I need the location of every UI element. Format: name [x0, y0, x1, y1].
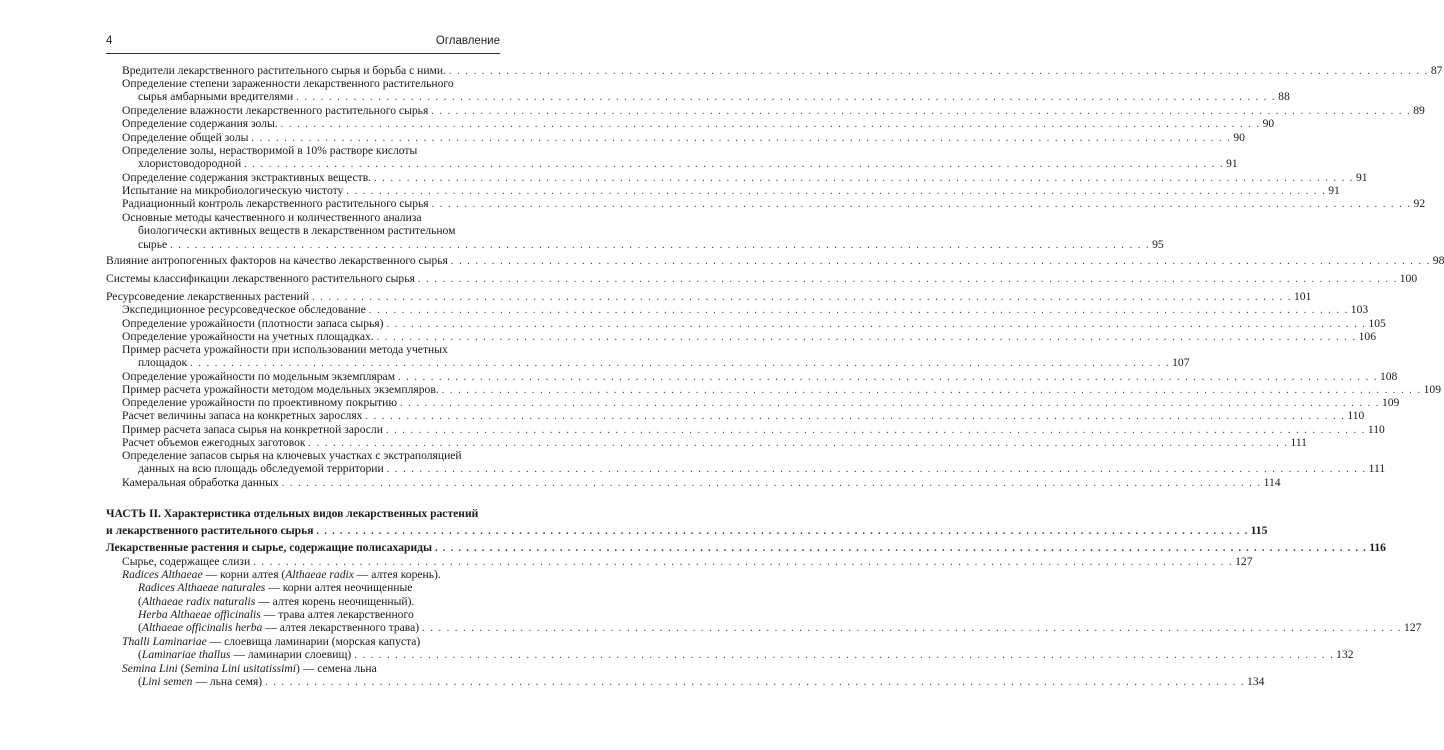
toc-entry[interactable]	[122, 396, 1400, 409]
toc-page-number: 100	[1399, 272, 1418, 285]
toc-entry[interactable]	[106, 290, 1312, 303]
dot-leader: . . . . . . . . . . . . . . . . . . . . . . . . . . . . . . . . . . . . . . . . . . . . . . . . . . . . . . . . . . . . . . . . . . . . . . . . . . . . . . . . . . . . . . . . . . . . . . . . . . . . . . . . . . . . . . . . . . . . . . . .	[244, 159, 1225, 171]
dot-leader: . . . . . . . . . . . . . . . . . . . . . . . . . . . . . . . . . . . . . . . . . . . . . . . . . . . . . . . . . . . . . . . . . . . . . . . . . . . . . . . . . . . . . . . . . . . . . . . . . . . . . . . . . . . . . . . . . . . . . . . .	[374, 173, 1354, 184]
dot-leader: . . . . . . . . . . . . . . . . . . . . . . . . . . . . . . . . . . . . . . . . . . . . . . . . . . . . . . . . . . . . . . . . . . . . . . . . . . . . . . . . . . . . . . . . . . . . . . . . . . . . . . . . . . . . . . . . . . . . . . . .	[354, 650, 1335, 662]
toc-entry[interactable]	[122, 197, 1426, 210]
dot-leader: . . . . . . . . . . . . . . . . . . . . . . . . . . . . . . . . . . . . . . . . . . . . . . . . . . . . . . . . . . . . . . . . . . . . . . . . . . . . . . . . . . . . . . . . . . . . . . . . . . . . . . . . . . . . . . . . . . . . . . . .	[386, 319, 1367, 330]
toc-page-number: 92	[1413, 197, 1426, 210]
toc-page-number: 115	[1250, 524, 1268, 537]
toc-entry[interactable]	[106, 272, 1418, 285]
toc-page-number: 98	[1432, 254, 1444, 267]
running-title: Оглавление	[435, 35, 500, 47]
toc-entry-title: площадок	[138, 356, 188, 370]
toc-page-number: 116	[1369, 541, 1386, 554]
toc-entry[interactable]	[122, 409, 1365, 422]
dot-leader: . . . . . . . . . . . . . . . . . . . . . . . . . . . . . . . . . . . . . . . . . . . . . . . . . . . . . . . . . . . . . . . . . . . . . . . . . . . . . . . . . . . . . . . . . . . . . . . . . . . . . . . . . . . . . . . . . . . . . . . .	[296, 92, 1277, 104]
toc-entry-title: Определение содержания золы.	[122, 117, 278, 130]
toc-entry-title: Лекарственные растения и сырье, содержащие полисахариды	[106, 541, 433, 554]
toc-page-number: 107	[1172, 356, 1190, 370]
toc-page-number: 89	[1413, 104, 1425, 117]
toc-entry[interactable]	[122, 449, 1386, 476]
toc-page-number: 109	[1423, 383, 1441, 396]
page-number: 4	[106, 35, 113, 47]
toc-entry-title: Radices Althaeae — корни алтея (Althaeae radix — алтея корень).	[122, 568, 441, 581]
toc-page-number: 105	[1368, 317, 1386, 330]
toc-entry-title: Определение золы, нерастворимой в 10% растворе кислоты	[122, 144, 418, 157]
dot-leader: . . . . . . . . . . . . . . . . . . . . . . . . . . . . . . . . . . . . . . . . . . . . . . . . . . . . . . . . . . . . . . . . . . . . . . . . . . . . . . . . . . . . . . . . . . . . . . . . . . . . . . . . . . . . . . . . . . . . . . . .	[448, 66, 1429, 77]
toc-page-number: 87	[1430, 64, 1443, 77]
toc-entry[interactable]	[122, 476, 1281, 489]
dot-leader: . . . . . . . . . . . . . . . . . . . . . . . . . . . . . . . . . . . . . . . . . . . . . . . . . . . . . . . . . . . . . . . . . . . . . . . . . . . . . . . . . . . . . . . . . . . . . . . . . . . . . . . . . . . . . . . . . . . . . . . .	[316, 526, 1249, 537]
toc-entry-title: и лекарственного растительного сырья	[106, 524, 314, 537]
toc-page-number: 103	[1350, 303, 1369, 316]
toc-entry[interactable]	[122, 184, 1340, 197]
dot-leader: . . . . . . . . . . . . . . . . . . . . . . . . . . . . . . . . . . . . . . . . . . . . . . . . . . . . . . . . . . . . . . . . . . . . . . . . . . . . . . . . . . . . . . . . . . . . . . . . . . . . . . . . . . . . . . . . . . . . . . . .	[450, 256, 1431, 267]
toc-entry-title: Определение содержания экстрактивных веществ.	[122, 171, 372, 184]
toc-entry-title: (Althaeae radix naturalis — алтея корень неочищенный).	[138, 594, 415, 608]
toc-page-number: 134	[1247, 675, 1265, 689]
toc-entry[interactable]	[106, 541, 1386, 554]
toc-entry-title: Определение урожайности по проективному покрытию	[122, 396, 398, 409]
toc-page-number: 90	[1262, 117, 1275, 130]
toc-page-number: 110	[1367, 423, 1385, 436]
toc-page-number: 108	[1379, 370, 1398, 383]
toc-page-number: 91	[1328, 184, 1340, 197]
toc-entry-title: Расчет объемов ежегодных заготовок	[122, 436, 306, 449]
dot-leader: . . . . . . . . . . . . . . . . . . . . . . . . . . . . . . . . . . . . . . . . . . . . . . . . . . . . . . . . . . . . . . . . . . . . . . . . . . . . . . . . . . . . . . . . . . . . . . . . . . . . . . . . . . . . . . . . . . . . . . . .	[376, 332, 1357, 343]
dot-leader: . . . . . . . . . . . . . . . . . . . . . . . . . . . . . . . . . . . . . . . . . . . . . . . . . . . . . . . . . . . . . . . . . . . . . . . . . . . . . . . . . . . . . . . . . . . . . . . . . . . . . . . . . . . . . . . . . . . . . . . .	[422, 623, 1403, 635]
toc-page-number: 91	[1355, 171, 1368, 184]
toc-entry-title: Herba Althaeae officinalis — трава алтея лекарственного	[138, 607, 414, 621]
toc-entry[interactable]	[122, 370, 1398, 383]
toc-entry[interactable]	[122, 171, 1368, 184]
toc-entry[interactable]	[122, 117, 1275, 130]
toc-entry-title: Испытание на микробиологическую чистоту	[122, 184, 344, 197]
toc-entry-title: Определение степени зараженности лекарственного растительного	[122, 77, 454, 90]
dot-leader: . . . . . . . . . . . . . . . . . . . . . . . . . . . . . . . . . . . . . . . . . . . . . . . . . . . . . . . . . . . . . . . . . . . . . . . . . . . . . . . . . . . . . . . . . . . . . . . . . . . . . . . . . . . . . . . . . . . . . . . .	[280, 119, 1261, 130]
toc-entry-title: Radices Althaeae naturales — корни алтея неочищенные	[138, 581, 413, 595]
dot-leader: . . . . . . . . . . . . . . . . . . . . . . . . . . . . . . . . . . . . . . . . . . . . . . . . . . . . . . . . . . . . . . . . . . . . . . . . . . . . . . . . . . . . . . . . . . . . . . . . . . . . . . . . . . . . . . . . . . . . . . . .	[398, 372, 1378, 383]
toc-page-number: 111	[1290, 436, 1307, 449]
toc-entry-title: Определение запасов сырья на ключевых участках с экстраполяцией	[122, 449, 462, 462]
toc-page-number: 88	[1278, 90, 1290, 104]
toc-entry-title: Thalli Laminariae — слоевища ламинарии (морская капуста)	[122, 635, 421, 648]
toc-entry[interactable]	[122, 64, 1443, 77]
dot-leader: . . . . . . . . . . . . . . . . . . . . . . . . . . . . . . . . . . . . . . . . . . . . . . . . . . . . . . . . . . . . . . . . . . . . . . . . . . . . . . . . . . . . . . . . . . . . . . . . . . . . . . . . . . . . . . . . . . . . . . . .	[441, 385, 1422, 396]
toc-entry-title: Влияние антропогенных факторов на качество лекарственного сырья	[106, 254, 448, 267]
toc-entry-title: Пример расчета урожайности методом модельных экземпляров.	[122, 383, 439, 396]
dot-leader: . . . . . . . . . . . . . . . . . . . . . . . . . . . . . . . . . . . . . . . . . . . . . . . . . . . . . . . . . . . . . . . . . . . . . . . . . . . . . . . . . . . . . . . . . . . . . . . . . . . . . . . . . . . . . . . . . . . . . . . .	[365, 411, 1346, 422]
toc-entry[interactable]	[122, 211, 1164, 251]
toc-entry[interactable]	[122, 330, 1376, 343]
dot-leader: . . . . . . . . . . . . . . . . . . . . . . . . . . . . . . . . . . . . . . . . . . . . . . . . . . . . . . . . . . . . . . . . . . . . . . . . . . . . . . . . . . . . . . . . . . . . . . . . . . . . . . . . . . . . . . . . . . . . . . . .	[431, 106, 1412, 117]
toc-entry-title: (Lini semen — льна семя)	[138, 675, 263, 689]
toc-entry-title: Semina Lini (Semina Lini usitatissimi) — семена льна	[122, 662, 377, 675]
toc-entry-title: Радиационный контроль лекарственного растительного сырья	[122, 197, 429, 210]
toc-entry-title: данных на всю площадь обследуемой территории	[138, 462, 384, 476]
toc-entry-title: Экспедиционное ресурсоведческое обследование	[122, 303, 366, 316]
toc-entry[interactable]	[122, 383, 1441, 396]
toc-entry-title: сырье	[138, 237, 168, 251]
toc-page-number: 109	[1381, 396, 1400, 409]
toc-entry[interactable]	[106, 254, 1444, 267]
toc-entry-title: Определение влажности лекарственного растительного сырья	[122, 104, 429, 117]
toc-page-number: 91	[1226, 157, 1238, 171]
toc-entry-title: Определение урожайности (плотности запаса сырья)	[122, 317, 384, 330]
toc-entry[interactable]	[122, 635, 1354, 662]
dot-leader: . . . . . . . . . . . . . . . . . . . . . . . . . . . . . . . . . . . . . . . . . . . . . . . . . . . . . . . . . . . . . . . . . . . . . . . . . . . . . . . . . . . . . . . . . . . . . . . . . . . . . . . . . . . . . . . . . . . . . . . .	[253, 557, 1234, 568]
toc-entry-title: Расчет величины запаса на конкретных зарослях	[122, 409, 363, 422]
toc-entry-title: (Laminariae thallus — ламинарии слоевищ)	[138, 648, 352, 662]
toc-page-number: 127	[1235, 555, 1253, 568]
dot-leader: . . . . . . . . . . . . . . . . . . . . . . . . . . . . . . . . . . . . . . . . . . . . . . . . . . . . . . . . . . . . . . . . . . . . . . . . . . . . . . . . . . . . . . . . . . . . . . . . . . . . . . . . . . . . . . . . . . . . . . . .	[435, 543, 1368, 554]
dot-leader: . . . . . . . . . . . . . . . . . . . . . . . . . . . . . . . . . . . . . . . . . . . . . . . . . . . . . . . . . . . . . . . . . . . . . . . . . . . . . . . . . . . . . . . . . . . . . . . . . . . . . . . . . . . . . . . . . . . . . . . .	[308, 438, 1289, 449]
dot-leader: . . . . . . . . . . . . . . . . . . . . . . . . . . . . . . . . . . . . . . . . . . . . . . . . . . . . . . . . . . . . . . . . . . . . . . . . . . . . . . . . . . . . . . . . . . . . . . . . . . . . . . . . . . . . . . . . . . . . . . . .	[281, 478, 1262, 489]
toc-page-number: 127	[1404, 621, 1422, 635]
toc-page-number: 106	[1358, 330, 1376, 343]
toc-entry-title: Системы классификации лекарственного растительного сырья	[106, 272, 415, 285]
toc-page-number: 95	[1152, 237, 1164, 251]
toc-entry[interactable]	[122, 555, 1253, 568]
dot-leader: . . . . . . . . . . . . . . . . . . . . . . . . . . . . . . . . . . . . . . . . . . . . . . . . . . . . . . . . . . . . . . . . . . . . . . . . . . . . . . . . . . . . . . . . . . . . . . . . . . . . . . . . . . . . . . . . . . . . . . . .	[400, 398, 1380, 409]
toc-page-number: 132	[1336, 648, 1354, 662]
toc-entry[interactable]	[122, 343, 1190, 370]
toc-entry[interactable]	[122, 436, 1307, 449]
toc-entry[interactable]	[122, 77, 1290, 104]
toc-entry[interactable]	[122, 104, 1425, 117]
toc-page-number: 90	[1233, 131, 1245, 144]
toc-entry[interactable]	[122, 568, 1422, 635]
toc-entry[interactable]	[122, 303, 1369, 316]
toc-entry-title: Ресурсоведение лекарственных растений	[106, 290, 310, 303]
toc-entry-title: Определение урожайности по модельным экземплярам	[122, 370, 396, 383]
toc-entry[interactable]	[106, 505, 1268, 539]
toc-entry-title: (Althaeae officinalis herba — алтея лекарственного трава)	[138, 621, 420, 635]
dot-leader: . . . . . . . . . . . . . . . . . . . . . . . . . . . . . . . . . . . . . . . . . . . . . . . . . . . . . . . . . . . . . . . . . . . . . . . . . . . . . . . . . . . . . . . . . . . . . . . . . . . . . . . . . . . . . . . . . . . . . . . .	[346, 186, 1327, 197]
toc-entry-title: Камеральная обработка данных	[122, 476, 279, 489]
toc-entry[interactable]	[122, 317, 1386, 330]
toc-entry[interactable]	[122, 144, 1238, 171]
toc-entry-title: Вредители лекарственного растительного сырья и борьба с ними.	[122, 64, 446, 77]
dot-leader: . . . . . . . . . . . . . . . . . . . . . . . . . . . . . . . . . . . . . . . . . . . . . . . . . . . . . . . . . . . . . . . . . . . . . . . . . . . . . . . . . . . . . . . . . . . . . . . . . . . . . . . . . . . . . . . . . . . . . . . .	[312, 292, 1292, 303]
toc-entry-title: ЧАСТЬ II. Характеристика отдельных видов лекарственных растений	[106, 507, 479, 520]
dot-leader: . . . . . . . . . . . . . . . . . . . . . . . . . . . . . . . . . . . . . . . . . . . . . . . . . . . . . . . . . . . . . . . . . . . . . . . . . . . . . . . . . . . . . . . . . . . . . . . . . . . . . . . . . . . . . . . . . . . . . . . .	[417, 274, 1398, 285]
dot-leader: . . . . . . . . . . . . . . . . . . . . . . . . . . . . . . . . . . . . . . . . . . . . . . . . . . . . . . . . . . . . . . . . . . . . . . . . . . . . . . . . . . . . . . . . . . . . . . . . . . . . . . . . . . . . . . . . . . . . . . . .	[251, 133, 1232, 144]
toc-entry[interactable]	[122, 662, 1265, 689]
toc-page-number: 101	[1293, 290, 1312, 303]
dot-leader: . . . . . . . . . . . . . . . . . . . . . . . . . . . . . . . . . . . . . . . . . . . . . . . . . . . . . . . . . . . . . . . . . . . . . . . . . . . . . . . . . . . . . . . . . . . . . . . . . . . . . . . . . . . . . . . . . . . . . . . .	[385, 425, 1366, 436]
toc-entry-title: Пример расчета урожайности при использовании метода учетных	[122, 343, 448, 356]
toc-entry-title: хлористоводородной	[138, 157, 242, 171]
toc-entry-title: биологически активных веществ в лекарственном растительном	[138, 224, 456, 238]
toc-entry-title: Определение общей золы	[122, 131, 249, 144]
toc-page-number: 114	[1263, 476, 1281, 489]
dot-leader: . . . . . . . . . . . . . . . . . . . . . . . . . . . . . . . . . . . . . . . . . . . . . . . . . . . . . . . . . . . . . . . . . . . . . . . . . . . . . . . . . . . . . . . . . . . . . . . . . . . . . . . . . . . . . . . . . . . . . . . .	[386, 464, 1367, 476]
dot-leader: . . . . . . . . . . . . . . . . . . . . . . . . . . . . . . . . . . . . . . . . . . . . . . . . . . . . . . . . . . . . . . . . . . . . . . . . . . . . . . . . . . . . . . . . . . . . . . . . . . . . . . . . . . . . . . . . . . . . . . . .	[190, 358, 1171, 370]
toc-entry-title: Сырье, содержащее слизи	[122, 555, 251, 568]
toc-entry[interactable]	[122, 423, 1385, 436]
dot-leader: . . . . . . . . . . . . . . . . . . . . . . . . . . . . . . . . . . . . . . . . . . . . . . . . . . . . . . . . . . . . . . . . . . . . . . . . . . . . . . . . . . . . . . . . . . . . . . . . . . . . . . . . . . . . . . . . . . . . . . . .	[170, 239, 1151, 251]
dot-leader: . . . . . . . . . . . . . . . . . . . . . . . . . . . . . . . . . . . . . . . . . . . . . . . . . . . . . . . . . . . . . . . . . . . . . . . . . . . . . . . . . . . . . . . . . . . . . . . . . . . . . . . . . . . . . . . . . . . . . . . .	[368, 305, 1349, 316]
toc-entry[interactable]	[122, 131, 1245, 144]
toc-entry-title: сырья амбарными вредителями	[138, 90, 294, 104]
toc-entry-title: Определение урожайности на учетных площадках.	[122, 330, 374, 343]
toc-page-number: 111	[1368, 462, 1386, 476]
toc-page-number: 110	[1347, 409, 1365, 422]
toc-entry-title: Пример расчета запаса сырья на конкретной заросли	[122, 423, 383, 436]
dot-leader: . . . . . . . . . . . . . . . . . . . . . . . . . . . . . . . . . . . . . . . . . . . . . . . . . . . . . . . . . . . . . . . . . . . . . . . . . . . . . . . . . . . . . . . . . . . . . . . . . . . . . . . . . . . . . . . . . . . . . . . .	[431, 199, 1412, 210]
dot-leader: . . . . . . . . . . . . . . . . . . . . . . . . . . . . . . . . . . . . . . . . . . . . . . . . . . . . . . . . . . . . . . . . . . . . . . . . . . . . . . . . . . . . . . . . . . . . . . . . . . . . . . . . . . . . . . . . . . . . . . . .	[265, 677, 1246, 689]
toc-entry-title: Основные методы качественного и количественного анализа	[122, 211, 422, 224]
